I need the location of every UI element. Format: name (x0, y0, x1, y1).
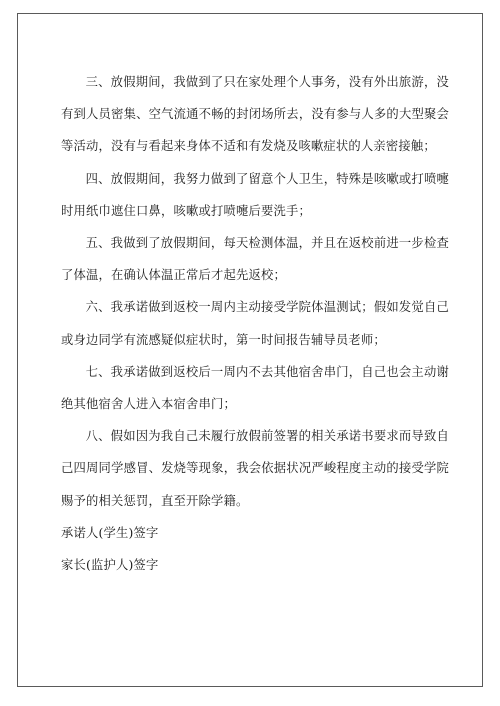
paragraph-5: 五、我做到了放假期间，每天检测体温，并且在返校前进一步检查了体温，在确认体温正常后才起先返校； (61, 236, 449, 283)
paragraph-3: 三、放假期间，我做到了只在家处理个人事务，没有外出旅游，没有到人员密集、空气流通不畅的封闭场所去，没有参与人多的大型聚会等活动，没有与看起来身体不适和有发烧及咳嗽症状的人亲密接触； (61, 75, 449, 154)
document-body (61, 66, 449, 581)
paragraph-8: 八、假如因为我自己未履行放假前签署的相关承诺书要求而导致自己四周同学感冒、发烧等现象，我会依据状况严峻程度主动的接受学院赐予的相关惩罚，直至开除学籍。 (61, 429, 449, 508)
parent-signature-line: 家长(监护人)签字 (61, 558, 159, 573)
paragraph-6: 六、我承诺做到返校一周内主动接受学院体温测试；假如发觉自己或身边同学有流感疑似症状时，第一时间报告辅导员老师； (61, 300, 449, 347)
paragraph-4: 四、放假期间，我努力做到了留意个人卫生，特殊是咳嗽或打喷嚏时用纸巾遮住口鼻，咳嗽或打喷嚏后要洗手； (61, 171, 449, 218)
paragraph-7: 七、我承诺做到返校后一周内不去其他宿舍串门，自己也会主动谢绝其他宿舍人进入本宿舍串门； (61, 364, 449, 412)
student-signature-line: 承诺人(学生)签字 (61, 525, 159, 540)
